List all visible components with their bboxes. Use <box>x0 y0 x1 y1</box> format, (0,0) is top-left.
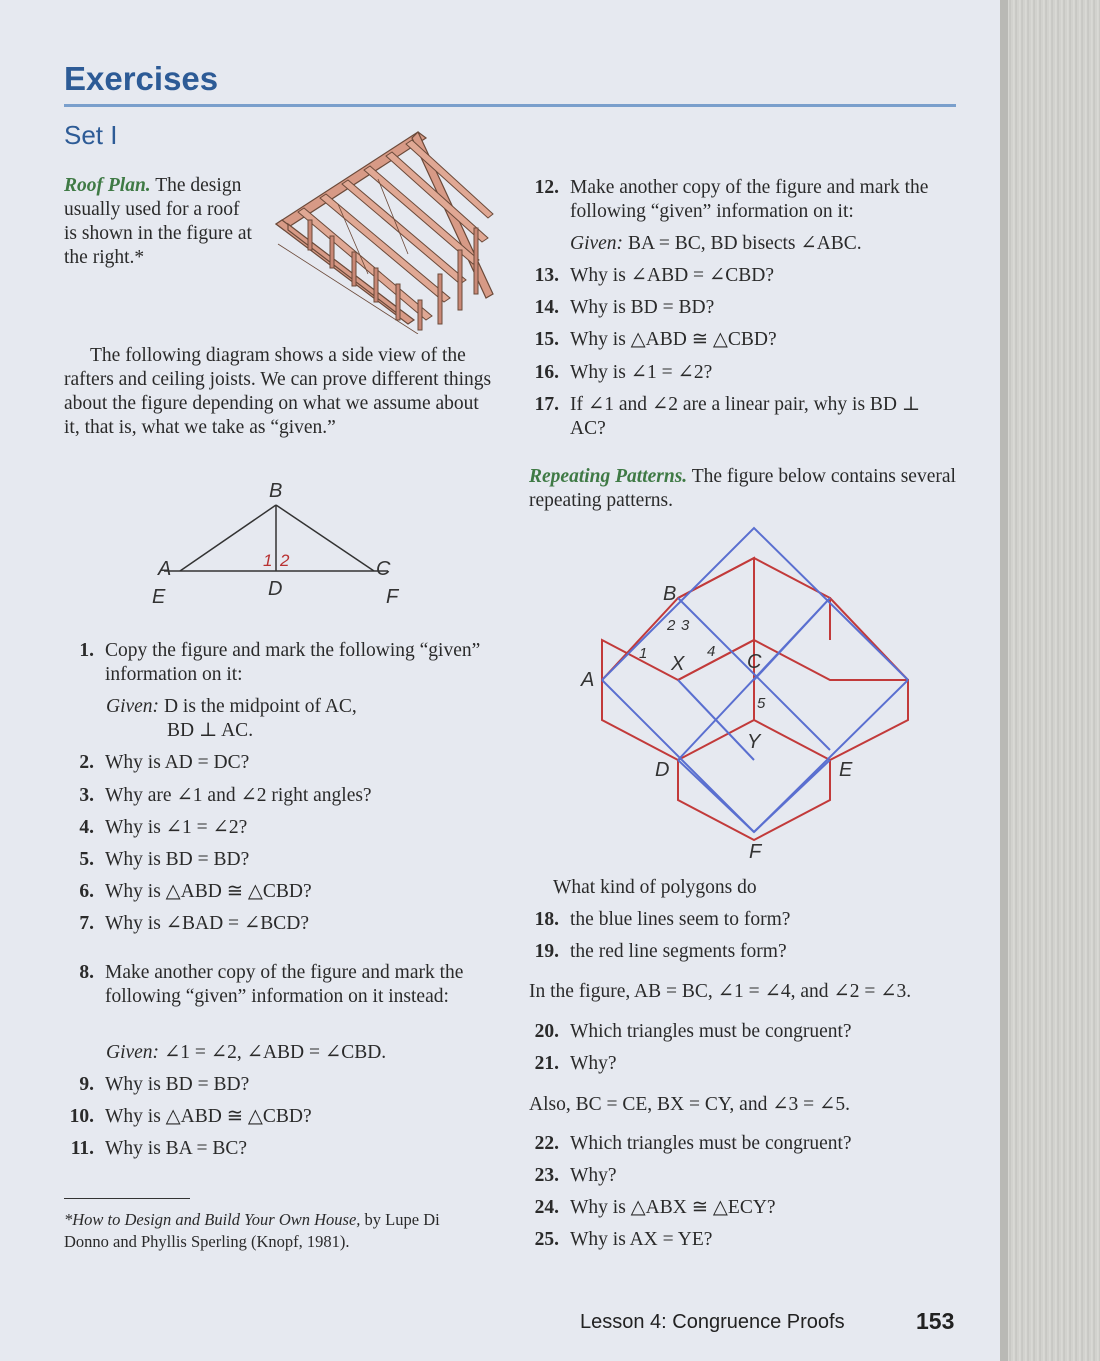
repeating-pattern-figure <box>575 520 920 865</box>
repeating-patterns-paragraph <box>529 465 959 513</box>
label-d: D <box>268 578 283 600</box>
exercise-number: 2. <box>79 752 94 773</box>
exercise-24 <box>529 1196 959 1220</box>
given-text: D is the midpoint of AC, <box>159 696 357 717</box>
segment-ab <box>180 505 276 571</box>
triangle-diagram <box>140 475 420 615</box>
exercise-text: Why is △ABD ≅ △CBD? <box>570 329 777 350</box>
exercise-23 <box>529 1164 959 1188</box>
exercise-10 <box>64 1105 494 1129</box>
exercise-4 <box>64 816 494 840</box>
exercise-text: Why is ∠1 = ∠2? <box>105 817 248 838</box>
exercise-text: Why is ∠1 = ∠2? <box>570 362 713 383</box>
given-text: BA = BC, BD bisects ∠ABC. <box>623 233 862 254</box>
exercise-number: 1. <box>79 640 94 661</box>
footnote-rule <box>64 1198 190 1199</box>
pattern-label-b: B <box>663 583 677 605</box>
exercise-text: Why is △ABD ≅ △CBD? <box>105 1106 312 1127</box>
exercise-text: Why is ∠ABD = ∠CBD? <box>570 265 775 286</box>
blue-line-3 <box>678 760 754 832</box>
exercise-text: Which triangles must be congruent? <box>570 1133 852 1154</box>
given-label: Given: <box>106 1042 160 1063</box>
roof-frame-illustration <box>268 124 498 334</box>
given-8-line <box>106 1041 386 1065</box>
pattern-angle-1: 1 <box>639 645 648 662</box>
exercise-number: 3. <box>79 785 94 806</box>
exercise-12 <box>529 176 959 224</box>
exercise-text: If ∠1 and ∠2 are a linear pair, why is BD ⊥ AC? <box>570 394 921 439</box>
exercise-13 <box>529 264 959 288</box>
repeating-patterns-heading: Repeating Patterns. <box>529 466 688 487</box>
exercise-number: 6. <box>79 881 94 902</box>
exercise-number: 10. <box>69 1106 94 1127</box>
exercise-number: 24. <box>534 1197 559 1218</box>
also-statement: Also, BC = CE, BX = CY, and ∠3 = ∠5. <box>529 1094 851 1115</box>
exercise-19 <box>529 940 959 964</box>
segment-bc <box>276 505 374 571</box>
page-edge <box>1000 0 1100 1361</box>
exercise-text: Copy the figure and mark the following “given” information on it: <box>105 640 481 685</box>
exercise-number: 7. <box>79 913 94 934</box>
exercise-17 <box>529 393 929 441</box>
exercise-number: 19. <box>534 941 559 962</box>
exercise-22 <box>529 1132 959 1156</box>
page-title: Exercises <box>64 60 219 97</box>
exercise-text: Why is AD = DC? <box>105 752 250 773</box>
exercise-number: 17. <box>534 394 559 415</box>
label-e: E <box>152 586 166 608</box>
footnote-title: *How to Design and Build Your Own House, <box>64 1210 361 1229</box>
exercise-number: 20. <box>534 1021 559 1042</box>
exercise-text: the blue lines seem to form? <box>570 909 791 930</box>
exercise-21 <box>529 1052 959 1076</box>
exercise-text: Why is BD = BD? <box>570 297 715 318</box>
exercise-6 <box>64 880 494 904</box>
exercise-text: Make another copy of the figure and mark the following “given” information on it instead: <box>105 962 464 1007</box>
polygons-prompt: What kind of polygons do <box>553 877 757 898</box>
pattern-label-c: C <box>747 651 762 673</box>
set-title: Set I <box>64 120 118 150</box>
exercise-text: Why is ∠BAD = ∠BCD? <box>105 913 310 934</box>
exercise-number: 4. <box>79 817 94 838</box>
exercise-number: 14. <box>534 297 559 318</box>
exercise-3 <box>64 784 494 808</box>
roof-plan-text: The design usually used for a roof is shown in the figure at the right.* <box>64 175 252 268</box>
exercise-20 <box>529 1020 959 1044</box>
exercise-7 <box>64 912 494 936</box>
pattern-label-e: E <box>839 759 853 781</box>
exercise-number: 11. <box>70 1138 94 1159</box>
exercise-number: 16. <box>534 362 559 383</box>
given-label: Given: <box>570 233 624 254</box>
footer-lesson-title: Lesson 4: Congruence Proofs <box>580 1311 845 1333</box>
given-1-line-1 <box>106 695 357 719</box>
exercise-text: Why? <box>570 1165 617 1186</box>
label-a: A <box>158 558 172 580</box>
exercise-text: Why? <box>570 1053 617 1074</box>
given-12-line <box>570 232 862 256</box>
pattern-angle-4: 4 <box>707 643 716 660</box>
exercise-number: 8. <box>79 962 94 983</box>
exercise-text: Why is BD = BD? <box>105 849 250 870</box>
exercise-16 <box>529 361 959 385</box>
pattern-label-a: A <box>581 669 595 691</box>
exercise-number: 5. <box>79 849 94 870</box>
exercise-text: the red line segments form? <box>570 941 787 962</box>
exercise-number: 15. <box>534 329 559 350</box>
pattern-label-x: X <box>671 653 685 675</box>
exercise-14 <box>529 296 959 320</box>
exercise-text: Why is △ABX ≅ △ECY? <box>570 1197 776 1218</box>
red-segments-lower <box>678 760 830 840</box>
exercise-text: Why is BD = BD? <box>105 1074 250 1095</box>
pattern-angle-3: 3 <box>681 617 690 634</box>
pattern-label-y: Y <box>747 731 761 753</box>
exercise-text: Make another copy of the figure and mark the following “given” information on it: <box>570 177 929 222</box>
exercise-9 <box>64 1073 494 1097</box>
exercise-number: 13. <box>534 265 559 286</box>
blue-line-6 <box>754 760 830 832</box>
given-1-line-2: BD ⊥ AC. <box>167 720 254 741</box>
in-figure-statement: In the figure, AB = BC, ∠1 = ∠4, and ∠2 = ∠3. <box>529 981 912 1002</box>
footnote <box>64 1209 484 1253</box>
exercise-25 <box>529 1228 959 1252</box>
exercise-15 <box>529 328 959 352</box>
label-b: B <box>269 480 283 502</box>
exercise-number: 22. <box>534 1133 559 1154</box>
exercise-text: Why is AX = YE? <box>570 1229 713 1250</box>
label-angle-1: 1 <box>263 551 273 570</box>
red-segment-center <box>678 640 754 680</box>
exercise-text: Why are ∠1 and ∠2 right angles? <box>105 785 372 806</box>
label-c: C <box>376 558 391 580</box>
given-label: Given: <box>106 696 160 717</box>
label-f: F <box>386 586 399 608</box>
exercise-11 <box>64 1137 494 1161</box>
exercise-text: Which triangles must be congruent? <box>570 1021 852 1042</box>
repeating-patterns-text: The figure below contains several repeating patterns. <box>529 466 956 511</box>
exercise-number: 9. <box>79 1074 94 1095</box>
exercise-number: 25. <box>534 1229 559 1250</box>
exercise-text: Why is △ABD ≅ △CBD? <box>105 881 312 902</box>
pattern-label-d: D <box>655 759 670 781</box>
exercise-8 <box>64 961 474 1009</box>
exercise-1 <box>64 639 494 687</box>
footnote-text: by Lupe Di Donno and Phyllis Sperling (Knopf, 1981). <box>64 1210 440 1251</box>
roof-plan-paragraph <box>64 174 254 270</box>
pattern-angle-5: 5 <box>757 695 766 712</box>
pattern-label-f: F <box>749 841 762 863</box>
label-angle-2: 2 <box>280 551 290 570</box>
given-text: ∠1 = ∠2, ∠ABD = ∠CBD. <box>159 1042 387 1063</box>
exercise-number: 12. <box>534 177 559 198</box>
exercise-5 <box>64 848 494 872</box>
exercise-text: Why is BA = BC? <box>105 1138 248 1159</box>
header-rule <box>64 104 956 107</box>
exercise-number: 21. <box>534 1053 559 1074</box>
exercise-number: 23. <box>534 1165 559 1186</box>
exercise-2 <box>64 751 494 775</box>
exercise-18 <box>529 908 959 932</box>
intro-paragraph: The following diagram shows a side view of the rafters and ceiling joists. We can prove different things about the figure depending on what we assume about it, that is, what we take as “given.” <box>64 345 492 438</box>
blue-line-5 <box>754 598 830 680</box>
page-number: 153 <box>916 1308 955 1334</box>
exercise-number: 18. <box>534 909 559 930</box>
pattern-angle-2: 2 <box>667 617 676 634</box>
roof-plan-heading: Roof Plan. <box>64 175 151 196</box>
